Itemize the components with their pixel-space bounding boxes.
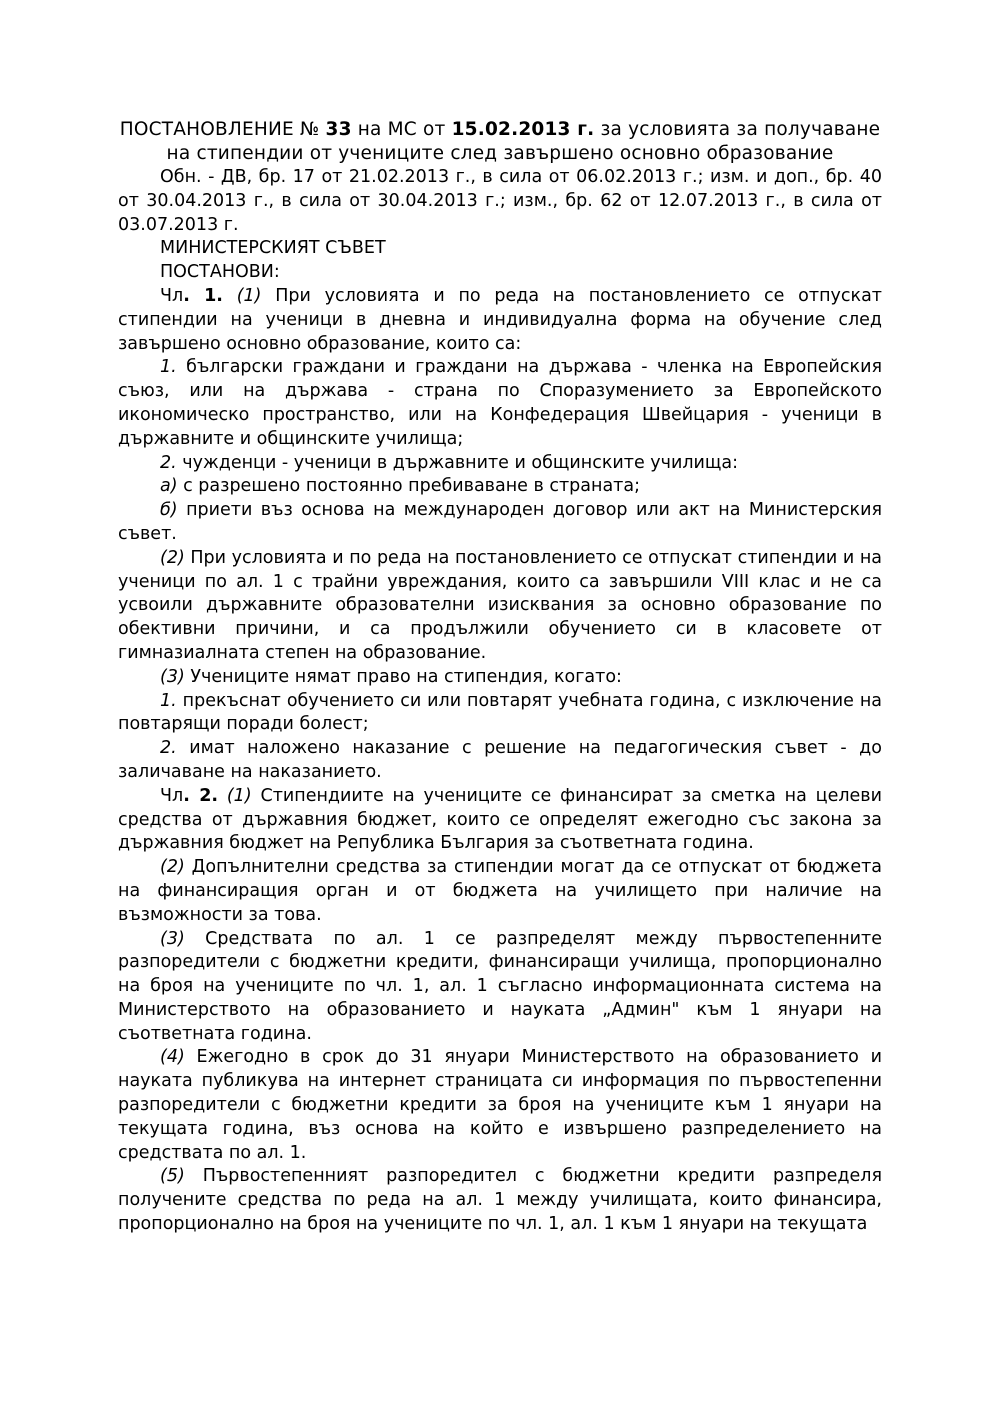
paragraph-text: Учениците нямат право на стипендия, когато:: [184, 666, 622, 687]
article-2-paragraph-3: [118, 928, 882, 1047]
article-2-paragraph-1: [118, 785, 882, 856]
article-1-item-b: [118, 499, 882, 547]
article-1-paragraph-1: [118, 285, 882, 356]
title-text: на МС от: [351, 119, 452, 140]
article-number: . 1.: [183, 285, 223, 306]
paragraph-text: Ежегодно в срок до 31 януари Министерството на образованието и науката публикува на интернет страницата си информация по първостепенни разпоредители с бюджетни кредити за броя на учениците към 1 януари на текущата година, въз основа на който е извършено разпределението на средствата по ал. 1.: [118, 1047, 882, 1163]
item-mark: 1.: [160, 690, 177, 711]
paragraph-mark: (1): [226, 785, 252, 806]
paragraph-mark: (5): [160, 1166, 185, 1187]
item-text: с разрешено постоянно пребиваване в страната;: [177, 476, 640, 497]
decreed-heading: ПОСТАНОВИ:: [160, 262, 280, 283]
paragraph-mark: (3): [160, 666, 185, 687]
item-text: приети въз основа на международен договор или акт на Министерския съвет.: [118, 500, 882, 544]
paragraph-mark: (2): [160, 857, 185, 878]
paragraph-text: Средствата по ал. 1 се разпределят между първостепенните разпоредители с бюджетни кредити, финансиращи училища, пропорционално на броя на учениците по чл. 1, ал. 1 съгласно информационната система на Министерството на образованието и науката „Админ" към 1 януари на съответната година.: [118, 928, 882, 1044]
article-1-item-1: [118, 356, 882, 451]
article-2-paragraph-4: [118, 1046, 882, 1165]
item-text: български граждани и граждани на държава - членка на Европейския съюз, или на държава - страна по Споразумението за Европейското икономическо пространство, или на Конфедерация Швейцария - ученици в държавните и общинските училища;: [118, 357, 882, 449]
paragraph-text: Стипендиите на учениците се финансират за сметка на целеви средства от държавния бюджет, които се определят ежегодно със закона за държавния бюджет на Република България за съответната година.: [118, 785, 882, 854]
article-1-paragraph-3-item-2: [118, 737, 882, 785]
item-mark: 2.: [160, 738, 177, 759]
item-mark: 1.: [160, 357, 177, 378]
paragraph-mark: (1): [236, 285, 262, 306]
paragraph-mark: (4): [160, 1047, 185, 1068]
decree-number: 33: [325, 119, 352, 140]
council-heading: МИНИСТЕРСКИЯТ СЪВЕТ: [160, 238, 386, 259]
item-mark: 2.: [160, 452, 177, 473]
paragraph-text: При условията и по реда на постановлението се отпускат стипендии на ученици в дневна и индивидуална форма на обучение след завършено основно образование, които са:: [118, 285, 882, 354]
article-1-paragraph-3: [118, 666, 882, 690]
article-prefix: Чл: [160, 285, 184, 306]
paragraph-mark: (2): [160, 547, 185, 568]
publication-info: Обн. - ДВ, бр. 17 от 21.02.2013 г., в сила от 06.02.2013 г.; изм. и доп., бр. 40 от 30.04.2013 г., в сила от 30.04.2013 г.; изм., бр. 62 от 12.07.2013 г., в сила от 03.07.2013 г.: [118, 167, 882, 235]
article-1-item-a: [118, 475, 882, 499]
paragraph-text: Първостепенният разпоредител с бюджетни кредити разпределя получените средства по реда на ал. 1 между училищата, които финансира, пропорционално на броя на учениците по чл. 1, ал. 1 към 1 януари на текущата: [118, 1166, 882, 1235]
item-text: имат наложено наказание с решение на педагогическия съвет - до заличаване на наказанието.: [118, 738, 882, 782]
article-1-paragraph-3-item-1: [118, 690, 882, 738]
article-2-paragraph-2: [118, 856, 882, 927]
title-text: за условията за получаване на стипендии от учениците след завършено основно образование: [166, 119, 881, 164]
paragraph-text: При условията и по реда на постановлението се отпускат стипендии и на ученици по ал. 1 с трайни увреждания, които са завършили VIII клас и не са усвоили държавните образователни изисквания за основно образование по обективни причини, и са продължили обучението си в класовете от гимназиалната степен на образование.: [118, 547, 882, 663]
document-page: [118, 118, 882, 1237]
article-prefix: Чл: [160, 785, 184, 806]
article-2-paragraph-5: [118, 1165, 882, 1236]
item-text: чужденци - ученици в държавните и общинските училища:: [176, 452, 739, 473]
paragraph-text: Допълнителни средства за стипендии могат да се отпускат от бюджета на финансиращия орган и от бюджета на училището при наличие на възможности за това.: [118, 857, 882, 925]
title-text: ПОСТАНОВЛЕНИЕ №: [119, 119, 326, 140]
paragraph-mark: (3): [160, 928, 185, 949]
letter-mark: б): [160, 500, 178, 521]
article-1-paragraph-2: [118, 547, 882, 666]
letter-mark: а): [160, 476, 178, 497]
decree-date: 15.02.2013 г.: [451, 119, 595, 140]
article-number: . 2.: [183, 785, 219, 806]
document-title: [118, 118, 882, 166]
item-text: прекъснат обучението си или повтарят учебната година, с изключение на повтарящи поради болест;: [118, 690, 882, 735]
article-1-item-2: [118, 452, 882, 476]
